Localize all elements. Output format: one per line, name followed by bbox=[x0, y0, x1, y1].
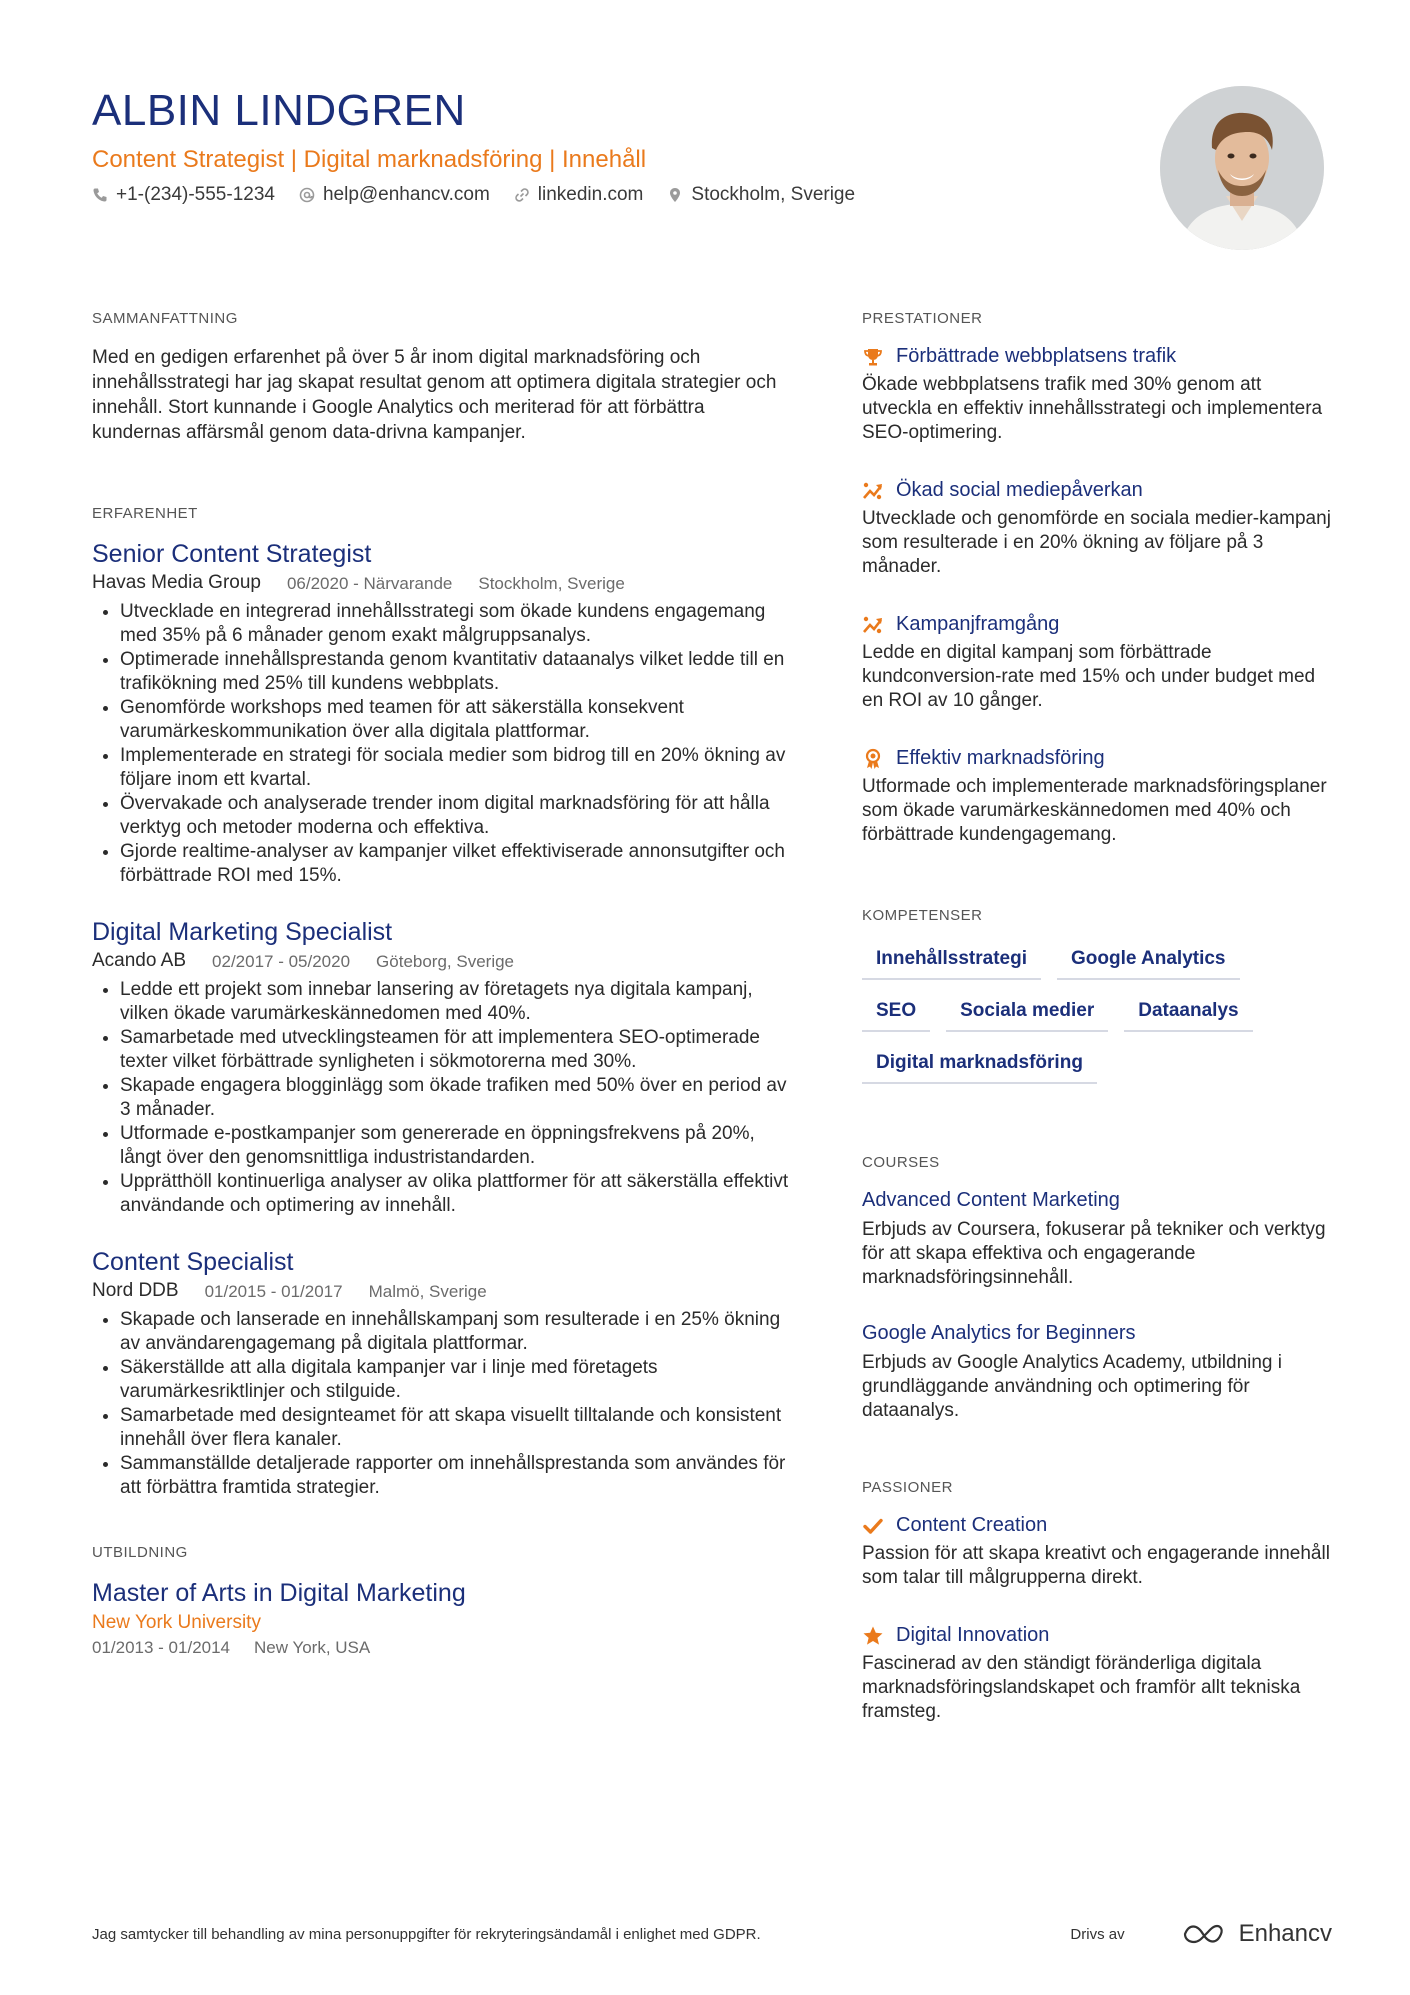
gdpr-consent: Jag samtycker till behandling av mina personuppgifter för rekryteringsändamål i enlighet med GDPR. bbox=[92, 1925, 761, 1943]
bullet: • Gjorde realtime-analyser av kampanjer vilket effektiviserade annonsutgifter och förbättrade ROI med 15%. bbox=[120, 840, 792, 888]
bullet: • Skapade engagera blogginlägg som ökade trafiken med 50% över en period av 3 månader. bbox=[120, 1074, 792, 1122]
experience-heading: ERFARENHET bbox=[92, 505, 198, 522]
skill-tag: Digital marknadsföring bbox=[862, 1046, 1097, 1084]
passions-section bbox=[862, 1479, 1332, 1724]
passions-heading: PASSIONER bbox=[862, 1479, 953, 1496]
job-meta bbox=[92, 950, 792, 972]
course-item bbox=[862, 1322, 1332, 1423]
achievement-title: Ökad social mediepåverkan bbox=[896, 479, 1143, 501]
bullet: • Optimerade innehållsprestanda genom kvantitativ dataanalys vilket ledde till en trafikökning med 25% till kundens webbplats. bbox=[120, 648, 792, 696]
bullet: • Implementerade en strategi för sociala medier som bidrog till en 20% ökning av följare inom ett kvartal. bbox=[120, 744, 792, 792]
check-icon bbox=[862, 1515, 884, 1537]
experience-section bbox=[92, 505, 792, 1500]
bullet: • Utformade e-postkampanjer som genererade en öppningsfrekvens på 20%, långt över den genomsnittliga industristandarden. bbox=[120, 1122, 792, 1170]
brand-name: Enhancv bbox=[1238, 1920, 1332, 1947]
growth-icon bbox=[862, 614, 884, 636]
left-column bbox=[92, 310, 792, 1658]
growth-icon bbox=[862, 480, 884, 502]
skill-tag: Sociala medier bbox=[946, 994, 1108, 1032]
skills-section bbox=[862, 907, 1332, 1084]
course-desc: Erbjuds av Coursera, fokuserar på tekniker och verktyg för att skapa effektiva och engagerande marknadsföringsinnehåll. bbox=[862, 1219, 1326, 1288]
medal-icon bbox=[862, 748, 884, 770]
avatar bbox=[1160, 86, 1324, 250]
job-entry bbox=[92, 918, 792, 1218]
job-entry bbox=[92, 540, 792, 888]
achievement-item bbox=[862, 345, 1332, 445]
job-bullets bbox=[92, 1308, 792, 1500]
brand-logo[interactable] bbox=[1183, 1920, 1332, 1948]
bullet: • Samarbetade med designteamet för att skapa visuellt tilltalande och konsistent innehåll över flera kanaler. bbox=[120, 1404, 792, 1452]
passion-title: Digital Innovation bbox=[896, 1624, 1050, 1646]
achievement-title: Förbättrade webbplatsens trafik bbox=[896, 345, 1177, 367]
education-meta bbox=[92, 1638, 792, 1658]
contact-email[interactable] bbox=[299, 184, 490, 206]
courses-heading: COURSES bbox=[862, 1154, 940, 1171]
courses-section bbox=[862, 1154, 1332, 1423]
phone-icon bbox=[92, 187, 108, 203]
footer bbox=[92, 1920, 1332, 1948]
job-title: Content Specialist bbox=[92, 1248, 294, 1276]
job-location: Stockholm, Sverige bbox=[478, 574, 625, 593]
achievement-item bbox=[862, 613, 1332, 713]
job-dates: 01/2015 - 01/2017 bbox=[204, 1282, 343, 1301]
bullet: • Samarbetade med utvecklingsteamen för att implementera SEO-optimerade texter vilket förbättrade synligheten i sökmotorerna med 30%. bbox=[120, 1026, 792, 1074]
linkedin-text: linkedin.com bbox=[537, 184, 644, 205]
contact-location bbox=[667, 184, 855, 206]
skill-tag: Google Analytics bbox=[1057, 942, 1240, 980]
bullet: • Sammanställde detaljerade rapporter om innehållsprestanda som användes för att förbättra framtida strategier. bbox=[120, 1452, 792, 1500]
passion-desc: Passion för att skapa kreativt och engagerande innehåll som talar till målgrupperna direkt. bbox=[862, 1543, 1330, 1588]
achievement-head bbox=[862, 479, 1332, 502]
summary-heading: SAMMANFATTNING bbox=[92, 310, 238, 327]
enhancv-logo-icon bbox=[1183, 1922, 1229, 1946]
achievement-head bbox=[862, 613, 1332, 636]
achievement-desc: Utvecklade och genomförde en sociala medier-kampanj som resulterade i en 20% ökning av följare på 3 månader. bbox=[862, 508, 1331, 577]
achievements-section bbox=[862, 310, 1332, 847]
bullet: • Skapade och lanserade en innehållskampanj som resulterade i en 25% ökning av användarengagemang på digitala plattformar. bbox=[120, 1308, 792, 1356]
education-dates: 01/2013 - 01/2014 bbox=[92, 1638, 231, 1657]
skill-tag: SEO bbox=[862, 994, 930, 1032]
link-icon bbox=[514, 187, 530, 203]
job-company: Havas Media Group bbox=[92, 572, 261, 593]
course-title: Advanced Content Marketing bbox=[862, 1189, 1120, 1211]
passion-head bbox=[862, 1514, 1332, 1537]
passion-title: Content Creation bbox=[896, 1514, 1048, 1536]
location-pin-icon bbox=[667, 187, 683, 203]
summary-section bbox=[92, 310, 792, 445]
skill-tag: Innehållsstrategi bbox=[862, 942, 1041, 980]
skills-list bbox=[862, 942, 1322, 1084]
achievement-title: Kampanjframgång bbox=[896, 613, 1060, 635]
email-text: help@enhancv.com bbox=[322, 184, 490, 205]
passion-head bbox=[862, 1624, 1332, 1647]
right-column bbox=[862, 310, 1332, 1758]
course-item bbox=[862, 1189, 1332, 1290]
powered-by-label: Drivs av bbox=[1070, 1925, 1125, 1943]
job-meta bbox=[92, 572, 792, 594]
passion-item bbox=[862, 1514, 1332, 1590]
achievement-desc: Ökade webbplatsens trafik med 30% genom att utveckla en effektiv innehållsstrategi och implementera SEO-optimering. bbox=[862, 374, 1323, 443]
job-entry bbox=[92, 1248, 792, 1500]
achievement-desc: Utformade och implementerade marknadsföringsplaner som ökade varumärkeskännedomen med 40% och förbättrade kundengagemang. bbox=[862, 776, 1327, 845]
course-desc: Erbjuds av Google Analytics Academy, utbildning i grundläggande användning och optimering för dataanalys. bbox=[862, 1352, 1282, 1421]
bullet: • Utvecklade en integrerad innehållsstrategi som ökade kundens engagemang med 35% på 6 månader genom exakt målgruppsanalys. bbox=[120, 600, 792, 648]
achievement-item bbox=[862, 479, 1332, 579]
phone-text: +1-(234)-555-1234 bbox=[116, 184, 275, 205]
bullet: • Säkerställde att alla digitala kampanjer var i linje med företagets varumärkesriktlinjer och stilguide. bbox=[120, 1356, 792, 1404]
candidate-name: ALBIN LINDGREN bbox=[92, 86, 466, 135]
education-section bbox=[92, 1544, 792, 1658]
headline: Content Strategist | Digital marknadsföring | Innehåll bbox=[92, 146, 647, 173]
job-bullets bbox=[92, 978, 792, 1218]
achievement-desc: Ledde en digital kampanj som förbättrade kundconversion-rate med 15% och under budget med en ROI av 10 gånger. bbox=[862, 642, 1316, 711]
job-dates: 06/2020 - Närvarande bbox=[286, 574, 453, 593]
achievements-heading: PRESTATIONER bbox=[862, 310, 983, 327]
passion-item bbox=[862, 1624, 1332, 1724]
bullet: • Ledde ett projekt som innebar lansering av företagets nya digitala kampanj, vilken ökade varumärkeskännedomen med 40%. bbox=[120, 978, 792, 1026]
skill-tag: Dataanalys bbox=[1124, 994, 1252, 1032]
at-icon bbox=[299, 187, 315, 203]
education-degree: Master of Arts in Digital Marketing bbox=[92, 1579, 466, 1607]
achievement-head bbox=[862, 747, 1332, 770]
trophy-icon bbox=[862, 346, 884, 368]
job-meta bbox=[92, 1280, 792, 1302]
education-location: New York, USA bbox=[254, 1638, 371, 1657]
contact-linkedin[interactable] bbox=[514, 184, 644, 206]
course-title: Google Analytics for Beginners bbox=[862, 1322, 1136, 1344]
education-heading: UTBILDNING bbox=[92, 1544, 188, 1561]
job-dates: 02/2017 - 05/2020 bbox=[212, 952, 351, 971]
bullet: • Genomförde workshops med teamen för att säkerställa konsekvent varumärkeskommunikation över alla digitala plattformar. bbox=[120, 696, 792, 744]
job-title: Digital Marketing Specialist bbox=[92, 918, 393, 946]
job-title: Senior Content Strategist bbox=[92, 540, 372, 568]
bullet: • Upprätthöll kontinuerliga analyser av olika plattformer för att säkerställa effektivt användande och optimering av innehåll. bbox=[120, 1170, 792, 1218]
star-icon bbox=[862, 1625, 884, 1647]
achievement-item bbox=[862, 747, 1332, 847]
job-location: Göteborg, Sverige bbox=[376, 952, 515, 971]
job-location: Malmö, Sverige bbox=[368, 1282, 487, 1301]
contact-row bbox=[92, 184, 855, 206]
location-text: Stockholm, Sverige bbox=[691, 184, 856, 205]
summary-text: Med en gedigen erfarenhet på över 5 år inom digital marknadsföring och innehållsstrategi har jag skapat resultat genom att optimera digitala strategier och innehåll. Stort kunnande i Google Analytics och meriterad för att förbättra kundernas affärsmål genom data-drivna kampanjer. bbox=[92, 347, 777, 443]
job-company: Acando AB bbox=[92, 950, 187, 971]
job-bullets bbox=[92, 600, 792, 888]
education-school: New York University bbox=[92, 1612, 261, 1633]
skills-heading: KOMPETENSER bbox=[862, 907, 983, 924]
avatar-photo bbox=[1160, 86, 1324, 250]
achievement-head bbox=[862, 345, 1332, 368]
bullet: • Övervakade och analyserade trender inom digital marknadsföring för att hålla verktyg och metoder moderna och effektiva. bbox=[120, 792, 792, 840]
job-company: Nord DDB bbox=[92, 1280, 179, 1301]
passion-desc: Fascinerad av den ständigt föränderliga digitala marknadsföringslandskapet och framför allt tekniska framsteg. bbox=[862, 1653, 1301, 1722]
contact-phone bbox=[92, 184, 275, 206]
achievement-title: Effektiv marknadsföring bbox=[896, 747, 1105, 769]
